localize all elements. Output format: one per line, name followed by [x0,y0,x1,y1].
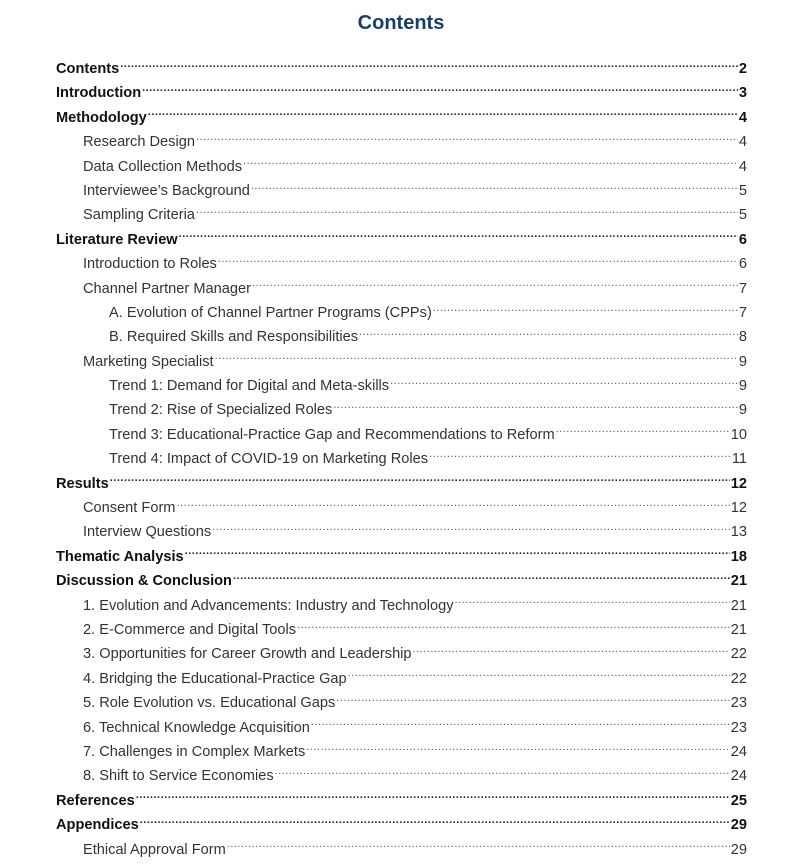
toc-dot-leader [275,766,730,781]
toc-subsubentry[interactable] [56,447,747,471]
toc-dot-leader [176,497,729,512]
toc-entry-label: Marketing Specialist [83,353,214,370]
toc-page-number: 18 [730,548,747,565]
toc-entry-label: Literature Review [56,231,178,248]
toc-dot-leader [148,107,738,122]
toc-dot-leader [336,693,729,708]
toc-entry-label: Thematic Analysis [56,548,184,565]
toc-dot-leader [348,668,730,683]
toc-entry-label: Trend 1: Demand for Digital and Meta-skills [109,378,390,395]
toc-dot-leader [120,58,738,73]
toc-page-number: 9 [738,378,747,395]
toc-page-number: 4 [738,109,747,126]
toc-page-number: 24 [730,743,747,760]
toc-page-number: 6 [738,231,747,248]
toc-page-number: 5 [738,182,747,199]
toc-page-number: 9 [738,402,747,419]
toc-heading-entry[interactable] [56,57,747,81]
toc-entry-label: Data Collection Methods [83,158,242,175]
toc-entry-label: Consent Form [83,500,176,517]
toc-page-number: 12 [730,475,747,492]
toc-entry-label: Ethical Approval Form [83,841,226,858]
toc-heading-entry[interactable] [56,228,747,252]
toc-dot-leader [196,205,738,220]
toc-entry-label: 1. Evolution and Advancements: Industry and Technology [83,597,454,614]
toc-page-number: 29 [730,841,747,858]
toc-page-number: 7 [738,280,747,297]
toc-entry-label: Introduction [56,85,142,102]
toc-subentry[interactable] [56,691,747,715]
toc-subentry[interactable] [56,740,747,764]
toc-dot-leader [297,619,730,634]
toc-dot-leader [140,815,730,830]
toc-entry-label: Research Design [83,134,195,151]
toc-dot-leader [212,522,730,537]
toc-dot-leader [390,375,738,390]
toc-heading-entry[interactable] [56,472,747,496]
toc-dot-leader [251,180,738,195]
toc-entry-label: 5. Role Evolution vs. Educational Gaps [83,695,336,712]
toc-dot-leader [215,351,738,366]
toc-page-number: 13 [730,524,747,541]
toc-page-number: 22 [730,646,747,663]
toc-entry-label: 3. Opportunities for Career Growth and Leadership [83,646,412,663]
toc-heading-entry[interactable] [56,81,747,105]
toc-subentry[interactable] [56,350,747,374]
toc-page-number: 11 [731,451,747,468]
toc-subsubentry[interactable] [56,374,747,398]
toc-entry-label: Channel Partner Manager [83,280,251,297]
toc-dot-leader [196,132,738,147]
toc-page-number: 4 [738,134,747,151]
toc-subentry[interactable] [56,838,747,862]
toc-dot-leader [233,571,730,586]
toc-entry-label: 4. Bridging the Educational-Practice Gap [83,670,347,687]
toc-entry-label: Interview Questions [83,524,212,541]
toc-dot-leader [455,595,730,610]
toc-page-number: 9 [738,353,747,370]
toc-dot-leader [306,741,730,756]
toc-page-number: 22 [730,670,747,687]
toc-entry-label: Trend 4: Impact of COVID-19 on Marketing Roles [109,451,429,468]
toc-subentry[interactable] [56,155,747,179]
toc-entry-label: Discussion & Conclusion [56,573,232,590]
toc-heading-entry[interactable] [56,545,747,569]
toc-subsubentry[interactable] [56,301,747,325]
toc-page-number: 10 [730,426,747,443]
toc-heading-entry[interactable] [56,569,747,593]
toc-dot-leader [110,473,730,488]
toc-entry-label: Trend 3: Educational-Practice Gap and Recommendations to Reform [109,426,555,443]
toc-page-number: 23 [730,695,747,712]
toc-page-number: 23 [730,719,747,736]
toc-entry-label: Contents [56,61,120,77]
toc-page-number: 12 [730,500,747,517]
toc-dot-leader [136,790,730,805]
toc-subentry[interactable] [56,667,747,691]
toc-dot-leader [433,302,738,317]
toc-heading-entry[interactable] [56,106,747,130]
toc-entry-label: Sampling Criteria [83,207,195,224]
toc-entry-label: Interviewee’s Background [83,182,250,199]
toc-entry-label: Appendices [56,817,139,834]
toc-entry-label: Introduction to Roles [83,256,217,273]
toc-dot-leader [185,546,730,561]
toc-page-number: 2 [738,61,747,77]
toc-entry-label: 2. E-Commerce and Digital Tools [83,621,297,638]
toc-heading-entry[interactable] [56,789,747,813]
toc-subsubentry[interactable] [56,325,747,349]
toc-dot-leader [333,400,738,415]
toc-page-number: 8 [738,329,747,346]
toc-subentry[interactable] [56,764,747,788]
toc-dot-leader [218,254,738,269]
toc-subentry[interactable] [56,130,747,154]
toc-entry-label: Results [56,475,109,492]
toc-page-number: 25 [730,792,747,809]
toc-dot-leader [359,327,738,342]
toc-subsubentry[interactable] [56,423,747,447]
toc-subentry[interactable] [56,520,747,544]
toc-subsubentry[interactable] [56,398,747,422]
toc-heading-entry[interactable] [56,813,747,837]
toc-dot-leader [252,278,738,293]
toc-dot-leader [142,83,738,98]
toc-dot-leader [413,644,730,659]
toc-dot-leader [227,839,730,854]
toc-page-number: 21 [730,597,747,614]
toc-subentry[interactable] [56,716,747,740]
toc-page-number: 29 [730,817,747,834]
toc-dot-leader [429,449,731,464]
toc-dot-leader [311,717,730,732]
page-title: Contents [357,12,445,34]
toc-subentry[interactable] [56,203,747,227]
toc-page-number: 3 [738,85,747,102]
toc-entry-label: A. Evolution of Channel Partner Programs (CPPs) [109,304,432,321]
toc-dot-leader [556,424,730,439]
toc-entry-label: B. Required Skills and Responsibilities [109,329,359,346]
toc-page-number: 21 [730,573,747,590]
toc-entry-label: 6. Technical Knowledge Acquisition [83,719,310,736]
toc-subentry[interactable] [56,594,747,618]
toc-entry-label: References [56,792,135,809]
toc-subentry[interactable] [56,618,747,642]
toc-page-number: 4 [738,158,747,175]
toc-subentry[interactable] [56,496,747,520]
toc-entry-label: 8. Shift to Service Economies [83,768,274,785]
toc-page-number: 7 [738,304,747,321]
table-of-contents [56,57,747,862]
toc-dot-leader [179,229,738,244]
toc-page-number: 21 [730,621,747,638]
toc-entry-label: Trend 2: Rise of Specialized Roles [109,402,333,419]
toc-entry-label: Methodology [56,109,147,126]
toc-page-number: 6 [738,256,747,273]
toc-subentry[interactable] [56,252,747,276]
toc-subentry[interactable] [56,642,747,666]
toc-page-number: 5 [738,207,747,224]
toc-page-number: 24 [730,768,747,785]
toc-dot-leader [243,156,738,171]
toc-subentry[interactable] [56,277,747,301]
toc-entry-label: 7. Challenges in Complex Markets [83,743,306,760]
toc-subentry[interactable] [56,179,747,203]
